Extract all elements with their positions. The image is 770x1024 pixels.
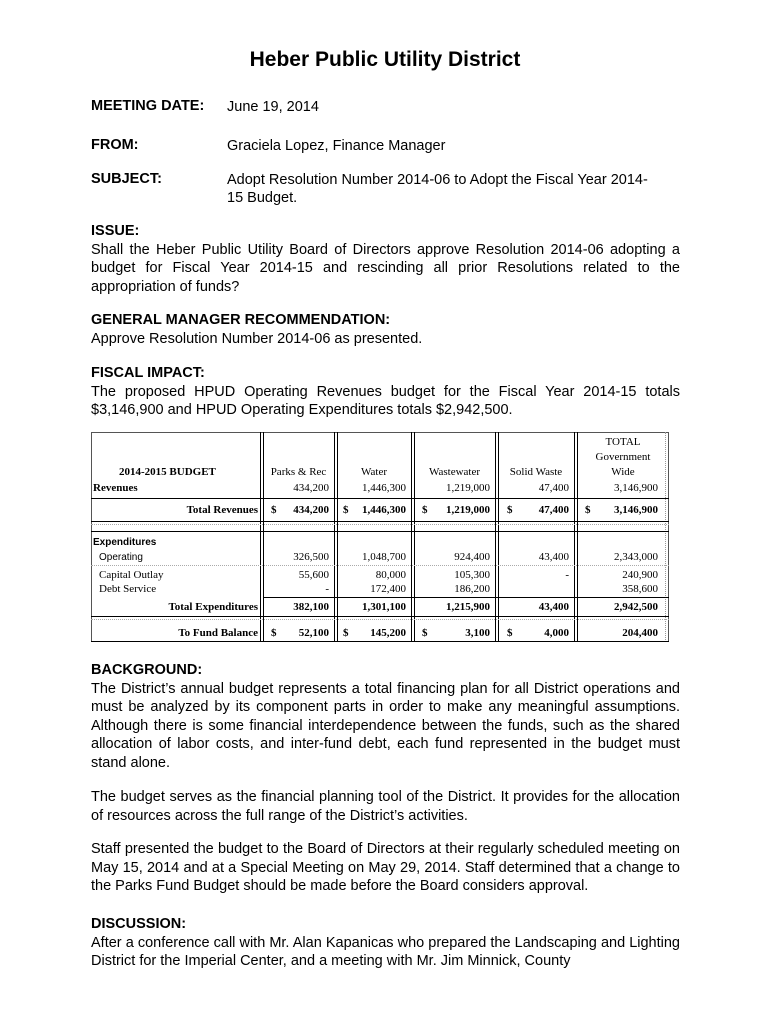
page-title: Heber Public Utility District [249, 48, 521, 71]
discussion-section [91, 915, 680, 971]
revenue-cell: 3,146,900 [614, 482, 658, 494]
row-rule [263, 597, 669, 598]
background-paragraph-2-block [91, 788, 680, 825]
fiscal-heading: FISCAL IMPACT: [91, 365, 205, 381]
col-sep [260, 432, 261, 642]
total-revenues-label: Total Revenues [186, 504, 258, 516]
issue-text: Shall the Heber Public Utility Board of Directors approve Resolution 2014-06 adopting a budget for Fiscal Year 2014-15 and rescinding all prior Resolutions related to the appropriation of funds? [91, 241, 680, 295]
total-expenditure-cell: 43,400 [538, 601, 569, 613]
col-sep [334, 432, 335, 642]
col-sep [574, 432, 575, 642]
from-label: FROM: [91, 137, 139, 153]
expenditure-cell: 105,300 [454, 569, 490, 581]
expenditures-label: Expenditures [93, 537, 157, 548]
row-rule-dotted [91, 619, 669, 620]
expenditure-cell: 240,900 [622, 569, 658, 581]
row-rule [91, 498, 669, 499]
revenue-cell: 1,446,300 [362, 482, 406, 494]
row-label-capital-outlay: Capital Outlay [99, 569, 164, 581]
expenditure-cell: 1,048,700 [362, 551, 406, 563]
background-paragraph-1: The District’s annual budget represents a total financing plan for all District operations and must be analyzed by its component parts in order to make any meaningful assumptions. Although there is some financial interdependence between the funds, such as the shared allocation of labor costs, and inter-fund debt, each fund represented in the budget must stand alone. [91, 680, 680, 771]
col-header-parks: Parks & Rec [270, 466, 327, 478]
background-heading: BACKGROUND: [91, 662, 203, 678]
row-rule-dotted [91, 524, 669, 525]
background-paragraph-3-block [91, 840, 680, 896]
expenditure-cell: 43,400 [538, 551, 569, 563]
total-revenue-cell: 1,219,000 [446, 504, 490, 516]
expenditure-cell: 326,500 [293, 551, 329, 563]
issue-section [91, 222, 680, 296]
currency-sign: $ [271, 504, 277, 516]
total-expenditure-cell: 1,215,900 [446, 601, 490, 613]
currency-sign: $ [271, 627, 277, 639]
total-expenditure-cell: 382,100 [293, 601, 329, 613]
currency-sign: $ [422, 627, 428, 639]
total-revenue-cell: 3,146,900 [614, 504, 658, 516]
recommendation-heading: GENERAL MANAGER RECOMMENDATION: [91, 312, 391, 328]
col-header-water: Water [361, 466, 387, 478]
issue-heading: ISSUE: [91, 223, 140, 239]
fund-balance-cell: 3,100 [465, 627, 490, 639]
revenue-cell: 434,200 [293, 482, 329, 494]
expenditure-cell: - [565, 569, 569, 581]
expenditure-cell: 924,400 [454, 551, 490, 563]
row-rule [91, 616, 669, 617]
currency-sign: $ [343, 504, 349, 516]
row-rule [91, 641, 669, 642]
background-paragraph-2: The budget serves as the financial planning tool of the District. It provides for the allocation of resources across the full range of the District’s activities. [91, 789, 680, 824]
recommendation-text: Approve Resolution Number 2014-06 as presented. [91, 330, 423, 347]
fiscal-section [91, 364, 680, 420]
total-col-header-3: Wide [611, 466, 635, 478]
expenditure-cell: - [325, 583, 329, 595]
row-rule-dotted [91, 565, 669, 566]
subject-value-line1: Adopt Resolution Number 2014-06 to Adopt the Fiscal Year 2014- [227, 172, 648, 188]
total-revenue-cell: 434,200 [293, 504, 329, 516]
subject-value-line2: 15 Budget. [227, 190, 298, 206]
background-section [91, 661, 680, 773]
total-expenditure-cell: 1,301,100 [362, 601, 406, 613]
fund-balance-cell: 145,200 [370, 627, 406, 639]
currency-sign: $ [343, 627, 349, 639]
budget-table [91, 432, 669, 642]
budget-title: 2014-2015 BUDGET [119, 466, 216, 478]
fund-balance-label: To Fund Balance [178, 627, 258, 639]
expenditure-cell: 186,200 [454, 583, 490, 595]
total-col-header-2: Government [595, 451, 651, 463]
total-expenditures-label: Total Expenditures [168, 601, 258, 613]
expenditure-cell: 358,600 [622, 583, 658, 595]
currency-sign: $ [422, 504, 428, 516]
total-col-header-1: TOTAL [605, 436, 641, 448]
meeting-date-label: MEETING DATE: [91, 98, 205, 114]
fund-balance-cell: 204,400 [622, 627, 658, 639]
revenue-cell: 47,400 [538, 482, 569, 494]
col-sep [495, 432, 496, 642]
expenditure-cell: 172,400 [370, 583, 406, 595]
subject-label: SUBJECT: [91, 171, 162, 187]
expenditure-cell: 80,000 [375, 569, 406, 581]
total-revenue-cell: 1,446,300 [362, 504, 406, 516]
discussion-text: After a conference call with Mr. Alan Kapanicas who prepared the Landscaping and Lighting District for the Imperial Center, and a meeting with Mr. Jim Minnick, County [91, 934, 680, 970]
discussion-heading: DISCUSSION: [91, 916, 187, 932]
expenditure-cell: 55,600 [298, 569, 329, 581]
total-expenditure-cell: 2,942,500 [614, 601, 658, 613]
total-revenue-cell: 47,400 [538, 504, 569, 516]
meeting-date-value: June 19, 2014 [227, 99, 319, 115]
currency-sign: $ [507, 504, 513, 516]
col-header-wastewater: Wastewater [428, 466, 481, 478]
row-label-operating: Operating [99, 552, 143, 563]
row-rule [91, 521, 669, 522]
revenues-label: Revenues [93, 482, 138, 494]
revenue-cell: 1,219,000 [446, 482, 490, 494]
recommendation-section [91, 311, 680, 348]
col-header-solid-waste: Solid Waste [509, 466, 563, 478]
from-value: Graciela Lopez, Finance Manager [227, 138, 446, 154]
fiscal-text: The proposed HPUD Operating Revenues budget for the Fiscal Year 2014-15 totals $3,146,900 and HPUD Operating Expenditures totals $2,942,500. [91, 383, 680, 419]
col-sep [411, 432, 412, 642]
currency-sign: $ [585, 504, 591, 516]
currency-sign: $ [507, 627, 513, 639]
row-label-debt-service: Debt Service [99, 583, 157, 595]
expenditure-cell: 2,343,000 [614, 551, 658, 563]
fund-balance-cell: 4,000 [544, 627, 569, 639]
row-rule [91, 531, 669, 532]
fund-balance-cell: 52,100 [298, 627, 329, 639]
background-paragraph-3: Staff presented the budget to the Board of Directors at their regularly scheduled meeting on May 15, 2014 and at a Special Meeting on May 29, 2014. Staff determined that a change to the Parks Fund Budget should be made before the Board considers approval. [91, 841, 680, 895]
